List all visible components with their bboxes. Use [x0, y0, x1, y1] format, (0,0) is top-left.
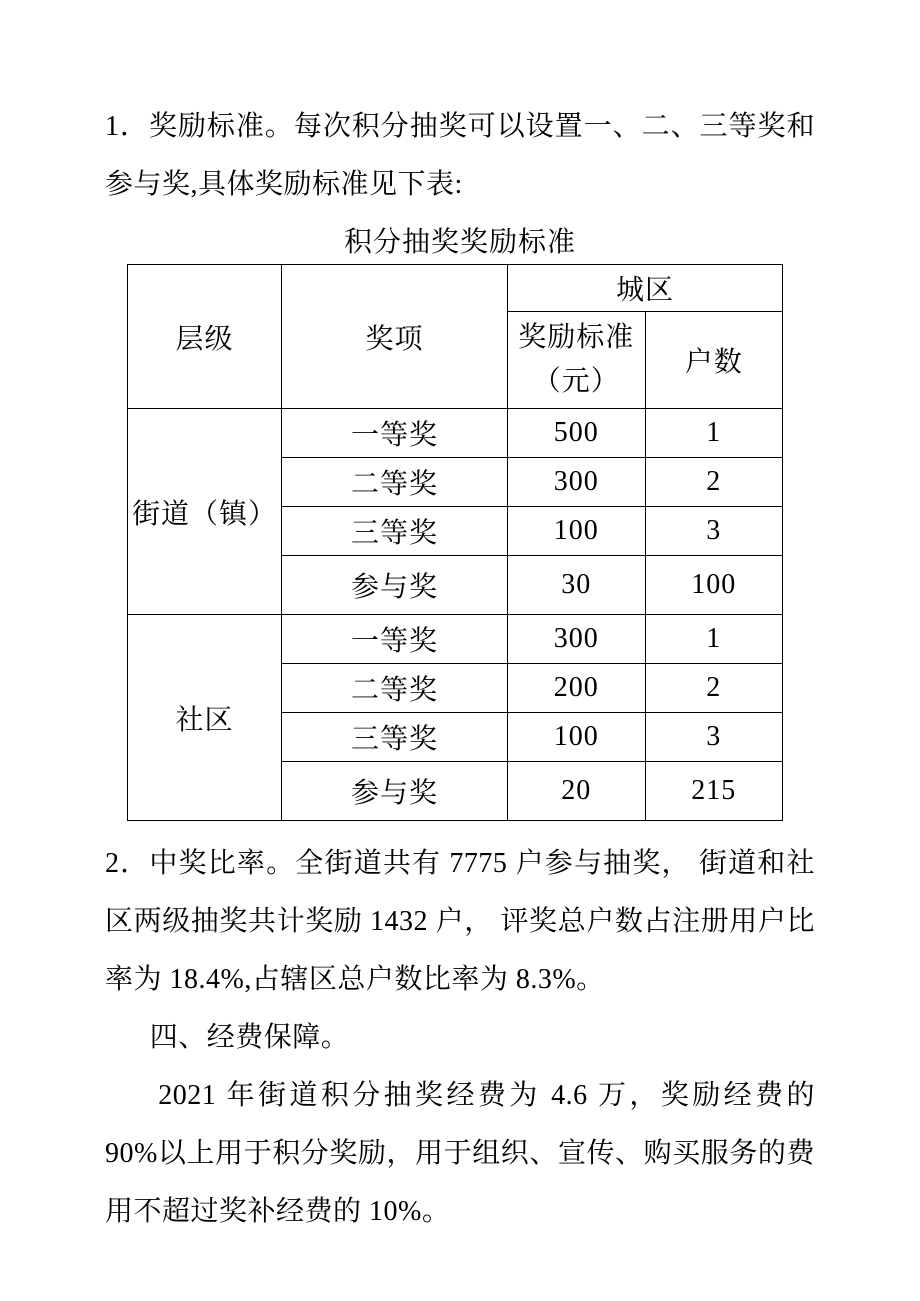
table-row — [128, 409, 783, 458]
award-cell: 三等奖 — [282, 507, 508, 556]
households-cell: 2 — [645, 458, 783, 507]
households-cell: 2 — [645, 664, 783, 713]
households-cell: 3 — [645, 713, 783, 762]
header-level: 层级 — [128, 265, 282, 409]
award-cell: 参与奖 — [282, 556, 508, 615]
header-award: 奖项 — [282, 265, 508, 409]
paragraph-funding-detail: 2021 年街道积分抽奖经费为 4.6 万，奖励经费的 90%以上用于积分奖励，用于组织、宣传、购买服务的费用不超过奖补经费的 10%。 — [105, 1080, 815, 1227]
header-standard — [508, 312, 646, 409]
heading-funding: 四、经费保障。 — [149, 1022, 350, 1053]
standard-cell: 500 — [508, 409, 646, 458]
households-cell: 3 — [645, 507, 783, 556]
standard-cell: 100 — [508, 507, 646, 556]
award-cell: 一等奖 — [282, 615, 508, 664]
households-cell: 1 — [645, 409, 783, 458]
standard-cell: 100 — [508, 713, 646, 762]
reward-table — [127, 264, 783, 821]
award-cell: 三等奖 — [282, 713, 508, 762]
level-cell-community: 社区 — [128, 615, 282, 821]
standard-cell: 30 — [508, 556, 646, 615]
households-cell: 215 — [645, 762, 783, 821]
header-region: 城区 — [508, 265, 783, 312]
award-cell: 一等奖 — [282, 409, 508, 458]
award-cell: 参与奖 — [282, 762, 508, 821]
award-cell: 二等奖 — [282, 458, 508, 507]
paragraph-reward-standard: 1．奖励标准。每次积分抽奖可以设置一、二、三等奖和参与奖,具体奖励标准见下表: — [105, 111, 815, 200]
table-header-row-1 — [128, 265, 783, 312]
paragraph-win-ratio: 2．中奖比率。全街道共有 7775 户参与抽奖， 街道和社区两级抽奖共计奖励 1432 户， 评奖总户数占注册用户比率为 18.4%,占辖区总户数比率为 8.3%。 — [105, 848, 815, 995]
standard-cell: 20 — [508, 762, 646, 821]
standard-cell: 200 — [508, 664, 646, 713]
header-standard-line1: 奖励标准 — [518, 322, 635, 353]
households-cell: 1 — [645, 615, 783, 664]
standard-cell: 300 — [508, 615, 646, 664]
level-cell-street: 街道（镇） — [128, 409, 282, 615]
header-standard-line2: （元） — [532, 366, 620, 397]
table-row — [128, 615, 783, 664]
table-title: 积分抽奖奖励标准 — [343, 227, 576, 258]
header-households: 户数 — [645, 312, 783, 409]
households-cell: 100 — [645, 556, 783, 615]
standard-cell: 300 — [508, 458, 646, 507]
award-cell: 二等奖 — [282, 664, 508, 713]
